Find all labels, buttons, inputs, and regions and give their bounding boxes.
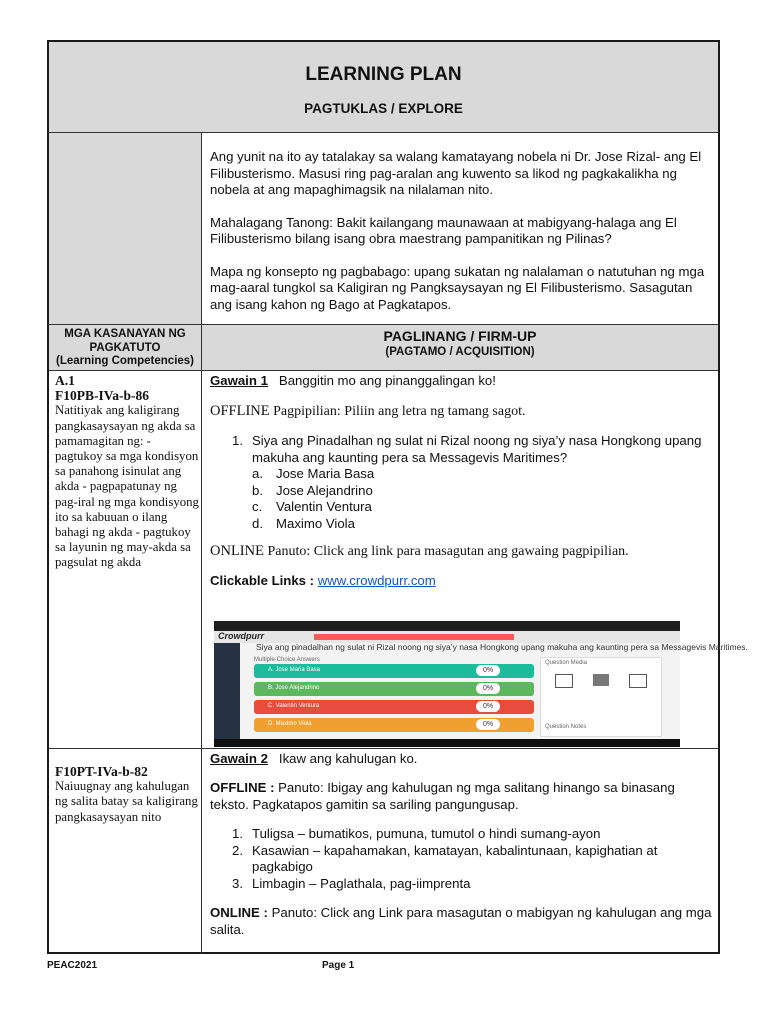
footer-page-number: Page 1 [322, 960, 355, 971]
choice-a [210, 466, 715, 483]
offline-instruction: Pagpipilian: Piliin ang letra ng tamang sagot. [273, 404, 526, 419]
offline-label: OFFLINE [210, 403, 270, 419]
word-item-3 [210, 876, 690, 893]
screenshot-question: Siya ang pinadalhan ng sulat ni Rizal noong ng siya’y nasa Hongkong upang makuha ang kaunting pera sa Messagevis Maritimes. [256, 642, 748, 652]
screenshot-taskbar [214, 739, 680, 747]
gawain-2-offline-label: OFFLINE : [210, 780, 275, 795]
word-item-1-text: Tuligsa – bumatikos, pumuna, tumutol o hindi sumang-ayon [252, 826, 601, 841]
crowdpurr-link[interactable]: www.crowdpurr.com [317, 573, 436, 588]
page-subtitle: PAGTUKLAS / EXPLORE [304, 101, 463, 116]
choice-b-text: Jose Alejandrino [276, 482, 373, 498]
word-item-2-text: Kasawian – kapahamakan, kamatayan, kabalintunaan, kapighatian at pagkabigo [252, 842, 658, 874]
competency-1 [55, 373, 201, 571]
gawain-1-online [210, 543, 715, 561]
clickable-links-row [210, 573, 710, 590]
word-item-1-num: 1. [232, 826, 243, 841]
clickable-links-label: Clickable Links : [210, 573, 315, 588]
competency-2-text: Naiuugnay ang kahulugan ng salita batay sa kaligirang pangkasaysayan nito [55, 779, 198, 824]
gawain-2-online-label: ONLINE : [210, 905, 268, 920]
choice-c-text: Valentin Ventura [276, 499, 372, 514]
choice-b [210, 483, 715, 500]
firm-up-title: PAGLINANG / FIRM-UP [383, 328, 537, 344]
intro-paragraph-1: Ang yunit na ito ay tatalakay sa walang kamatayang nobela ni Dr. Jose Rizal- ang El Filibusterismo. Masusi ring pag-aralan ang kuwento sa likod ng pagkakalikha ng nobela at ang mapaghimagsik na nilalaman nito. [210, 149, 702, 197]
screenshot-answer-b [254, 682, 534, 696]
competencies-header-line-2: PAGKATUTO [89, 342, 161, 354]
competency-2-code: F10PT-IVa-b-82 [55, 764, 148, 779]
screenshot-top-bar [214, 621, 680, 631]
header-block [49, 42, 718, 132]
screenshot-answer-a-pct: 0% [476, 665, 500, 676]
gawain-2-heading [210, 751, 710, 768]
intro-left-cell [49, 133, 201, 324]
screenshot-notes-label: Question Notes [545, 724, 587, 730]
choice-a-letter: a. [252, 466, 263, 481]
gawain-1-title: Banggitin mo ang pinanggalingan ko! [278, 373, 496, 388]
gawain-1-offline [210, 403, 710, 421]
gawain-2-items [210, 826, 690, 892]
choice-c [210, 499, 715, 516]
word-item-1 [210, 826, 690, 843]
page-title: LEARNING PLAN [305, 64, 462, 85]
video-icon [593, 674, 609, 686]
gawain-2-offline-text: Panuto: Ibigay ang kahulugan ng mga salitang hinango sa binasang teksto. Pagkatapos gamitin sa sariling pangungusap. [210, 780, 675, 812]
gawain-2-offline [210, 780, 715, 813]
screenshot-main [240, 642, 748, 739]
screenshot-answer-b-text: B. Jose Alejandrino [268, 685, 320, 691]
competency-1-code: F10PB-IVa-b-86 [55, 388, 150, 404]
section-header-right [202, 325, 718, 370]
screenshot-answer-d-text: D. Maximo Viola [268, 721, 312, 727]
section-header-left [49, 325, 201, 370]
word-item-2 [210, 843, 690, 876]
competencies-header-line-3: (Learning Competencies) [55, 355, 195, 367]
screenshot-answer-b-pct: 0% [476, 683, 500, 694]
word-item-2-num: 2. [232, 842, 243, 858]
image-icon [555, 674, 573, 688]
word-item-3-text: Limbagin – Paglathala, pag-iimprenta [252, 875, 471, 891]
screenshot-media-panel [540, 657, 662, 737]
choice-d [210, 516, 715, 533]
question-text: Siya ang Pinadalhan ng sulat ni Rizal noong ng siya’y nasa Hongkong upang makuha ang kaunting pera sa Messagevis Maritimes? [252, 433, 702, 465]
gawain-2-online-text: Panuto: Click ang Link para masagutan o mabigyan ng kahulugan ang mga salita. [210, 905, 712, 937]
screenshot-answer-c-text: C. Valentin Ventura [268, 703, 320, 709]
competency-1-text: Natitiyak ang kaligirang pangkasaysayan ng akda sa pamamagitan ng: - pagtukoy sa mga kondisyon sa panahong isinulat ang akda - pagpapatunay ng pag-iral ng mga kondisyong ito sa kabuuan o ilang bahagi ng akda - pagtukoy sa layunin ng may-akda sa pagsulat ng akda [55, 403, 199, 570]
gawain-2-online [210, 905, 715, 938]
intro-paragraph-3: Mapa ng konsepto ng pagbabago: upang sukatan ng nalalaman o natutuhan ng mga mag-aaral tungkol sa Kaligiran ng Pangksaysayan ng El Filibusterismo. Sasagutan ang isang kahon ng Bago at Pagkatapos. [210, 263, 705, 312]
screenshot-answer-d-pct: 0% [476, 719, 500, 730]
screenshot-media-label: Question Media [545, 660, 588, 666]
choice-d-text: Maximo Viola [276, 515, 355, 531]
competency-1-id: A.1 [55, 373, 75, 388]
gawain-2-label: Gawain 2 [210, 751, 268, 766]
word-item-3-num: 3. [232, 875, 243, 891]
footer-left: PEAC2021 [47, 960, 98, 971]
screenshot-sidebar [214, 643, 240, 739]
screenshot-answer-c [254, 700, 534, 714]
screenshot-answer-d [254, 718, 534, 732]
screenshot-answers-label: Multiple-Choice Answers [254, 657, 320, 663]
intro-text [210, 149, 716, 313]
choice-c-letter: c. [252, 499, 263, 514]
screenshot-answer-a-text: A. Jose Maria Basa [268, 667, 321, 673]
choice-b-letter: b. [252, 482, 263, 498]
online-instruction: Panuto: Click ang link para masagutan ang gawaing pagpipilian. [267, 544, 629, 559]
intro-paragraph-2: Mahalagang Tanong: Bakit kailangang maunawaan at mabigyang-halaga ang El Filibusterismo bilang isang obra maestrang pampanitikan ng Pilinas? [210, 214, 677, 246]
online-label: ONLINE [210, 543, 264, 559]
competencies-header-line-1: MGA KASANAYAN NG [64, 328, 186, 340]
screenshot-tab-strip [314, 634, 514, 640]
crowdpurr-logo: Crowdpurr [218, 631, 264, 641]
choice-a-text: Jose Maria Basa [276, 466, 375, 481]
gawain-1-label: Gawain 1 [210, 373, 268, 388]
competency-2 [55, 764, 201, 825]
screenshot-answer-c-pct: 0% [476, 701, 500, 712]
choice-d-letter: d. [252, 515, 263, 531]
link-icon [629, 674, 647, 688]
gawain-1-heading [210, 373, 710, 390]
firm-up-subtitle: (PAGTAMO / ACQUISITION) [385, 346, 535, 358]
question-number: 1. [232, 433, 243, 448]
gawain-2-title: Ikaw ang kahulugan ko. [278, 751, 418, 766]
crowdpurr-screenshot [214, 621, 748, 747]
screenshot-answer-a [254, 664, 534, 678]
gawain-1-question [210, 433, 715, 532]
